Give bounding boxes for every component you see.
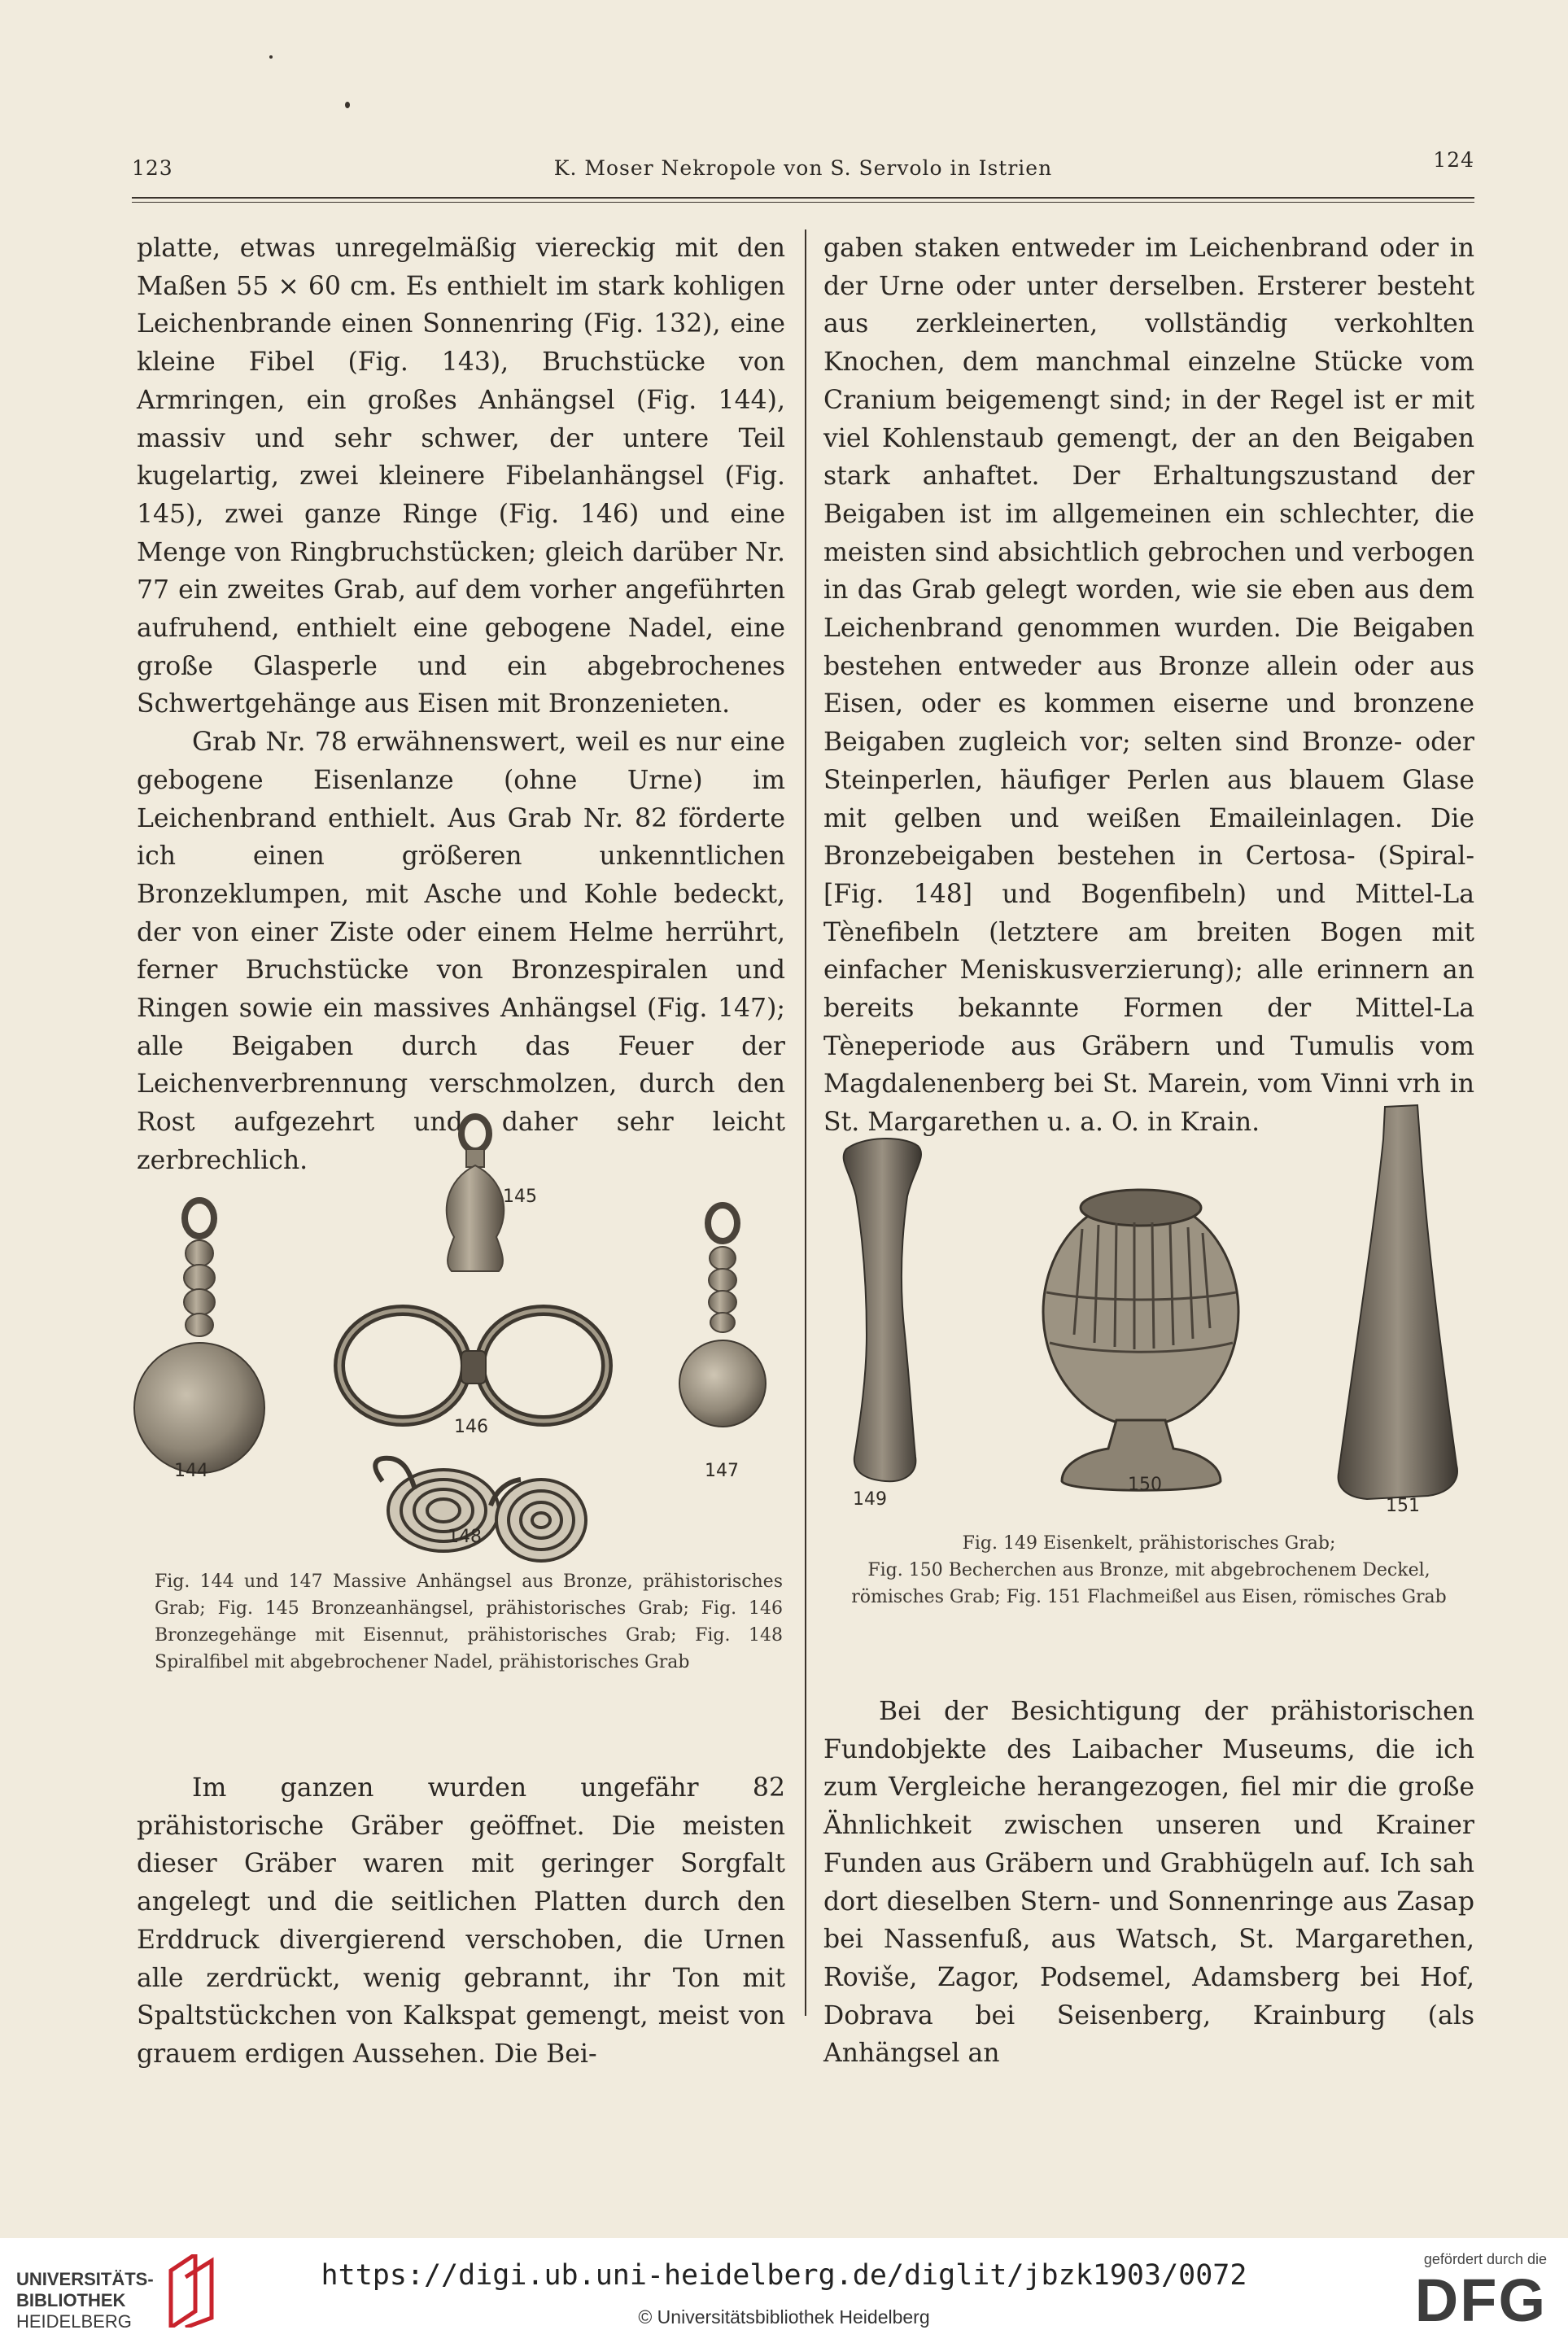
left-paragraph-3: Im ganzen wurden ungefähr 82 prähistorische Gräber geöffnet. Die meisten dieser Gräber waren mit geringer Sorgfalt angelegt und die seitlichen Platten durch den Erddruck divergierend verschoben, die Urnen alle zerdrückt, wenig gebrannt, ihr Ton mit Spaltstückchen von Kalkspat gemengt, meist von grauem erdigen Aussehen. Die Bei- [137,1773,785,2069]
right-column-lower [823,1693,1474,2073]
caption-figs-144-148: Fig. 144 und 147 Massive Anhängsel aus Bronze, prähistorisches Grab; Fig. 145 Bronzeanhängsel, prähistorisches Grab; Fig. 146 Bronzegehänge mit Eisennut, prähistorisches Grab; Fig. 148 Spiralfibel mit abgebrochener Nadel, prähistorisches Grab [155,1571,783,1672]
right-paragraph-1: gaben staken entweder im Leichenbrand oder in der Urne oder unter derselben. Ersterer besteht aus zerkleinerten, vollständig verkohlten Knochen, dem manchmal einzelne Stücke vom Cranium beigemengt sind; in der Regel ist er mit viel Kohlenstaub gemengt, der an den Beigaben stark anhaftet. Der Erhaltungszustand der Beigaben ist im allgemeinen ein schlechter, die meisten sind absichtlich gebrochen und verbogen in das Grab gelegt worden, wie sie eben aus dem Leichenbrand genommen wurden. Die Beigaben bestehen entweder aus Bronze allein oder aus Eisen, oder es kommen eiserne und bronzene Beigaben zugleich vor; selten sind Bronze- oder Steinperlen, häufiger Perlen aus blauem Glase mit gelben und weißen Emaileinlagen. Die Bronzebeigaben bestehen in Certosa- (Spiral- [Fig. 148] und Bogenfibeln) und Mittel-La Tènefibeln (letztere am breiten Bogen mit einfacher Meniskusverzierung); alle erinnern an bereits bekannte Formen der Mittel-La Tèneperiode aus Gräbern und Tumulis vom Magdalenenberg bei St. Marein, vom Vinni vrh in St. Margarethen u. a. O. in Krain. [823,234,1474,1138]
fig-151-flat-chisel [1339,1105,1457,1499]
fig-label-144: 144 [174,1461,208,1481]
library-name-line-2: BIBLIOTHEK [16,2290,126,2310]
digitization-footer [0,2238,1568,2343]
permalink-url[interactable]: https://digi.ub.uni-heidelberg.de/diglit/jbzk1903/0072 [321,2259,1247,2292]
dfg-logo: DFG [1414,2267,1547,2334]
fig-label-150: 150 [1128,1475,1162,1495]
page-number-left: 123 [132,156,173,180]
library-name-line-3: HEIDELBERG [16,2311,132,2332]
fig-label-145: 145 [503,1187,537,1207]
caption-figs-149-151 [823,1530,1474,1611]
fig-label-148: 148 [448,1527,482,1547]
fig-150-bronze-beaker [1043,1190,1238,1490]
fig-label-149: 149 [853,1489,887,1510]
library-name-line-1: UNIVERSITÄTS- [16,2269,154,2289]
left-paragraph-1: platte, etwas unregelmäßig viereckig mit den Maßen 55 × 60 cm. Es enthielt im stark kohligen Leichenbrande einen Sonnenring (Fig. 132), eine kleine Fibel (Fig. 143), Bruchstücke von Armringen, ein großes Anhängsel (Fig. 144), massiv und sehr schwer, der untere Teil kugelartig, zwei kleinere Fibelanhängsel (Fig. 145), zwei ganze Ringe (Fig. 146) und eine Menge von Ringbruchstücken; gleich darüber Nr. 77 ein zweites Grab, auf dem vorher angeführten aufruhend, enthielt eine gebogene Nadel, eine große Glasperle und ein abgebrochenes Schwertgehänge aus Eisen mit Bronzenieten. [137,234,785,719]
copyright-notice: © Universitätsbibliothek Heidelberg [638,2306,930,2328]
caption-line-150-151: Fig. 150 Becherchen aus Bronze, mit abgebrochenem Deckel, römisches Grab; Fig. 151 Flachmeißel aus Eisen, römisches Grab [851,1560,1447,1607]
fig-label-146: 146 [454,1417,488,1437]
caption-line-149: Fig. 149 Eisenkelt, prähistorisches Grab; [962,1533,1336,1554]
page-number-right: 124 [1433,148,1474,172]
fig-label-151: 151 [1386,1496,1420,1516]
right-paragraph-2: Bei der Besichtigung der prähistorischen Fundobjekte des Laibacher Museums, die ich zum Vergleiche herangezogen, fiel mir die große Ähnlichkeit zwischen unseren und Krainer Funden aus Gräbern und Grabhügeln auf. Ich sah dort dieselben Stern- und Sonnenringe aus Zasap bei Nassenfuß, aus Watsch, St. Margarethen, Roviše, Zagor, Podsemel, Adamsberg bei Hof, Dobrava bei Seisenberg, Krainburg (als Anhängsel an [823,1697,1474,2069]
sponsor-label: gefördert durch die [1423,2251,1547,2267]
fig-149-iron-celt [844,1139,921,1481]
fig-label-147: 147 [705,1461,739,1481]
left-paragraph-2: Grab Nr. 78 erwähnenswert, weil es nur eine gebogene Eisenlanze (ohne Urne) im Leichenbrand enthielt. Aus Grab Nr. 82 förderte ich einen größeren unkenntlichen Bronzeklumpen, mit Asche und Kohle bedeckt, der von einer Ziste oder einem Helme herrührt, ferner Bruchstücke von Bronzespiralen und Ringen sowie ein massives Anhängsel (Fig. 147); alle Beigaben durch das Feuer der Leichenverbrennung verschmolzen, durch den Rost aufgezehrt und daher sehr leicht zerbrechlich. [137,728,785,1175]
running-title: K. Moser Nekropole von S. Servolo in Istrien [553,156,1053,180]
